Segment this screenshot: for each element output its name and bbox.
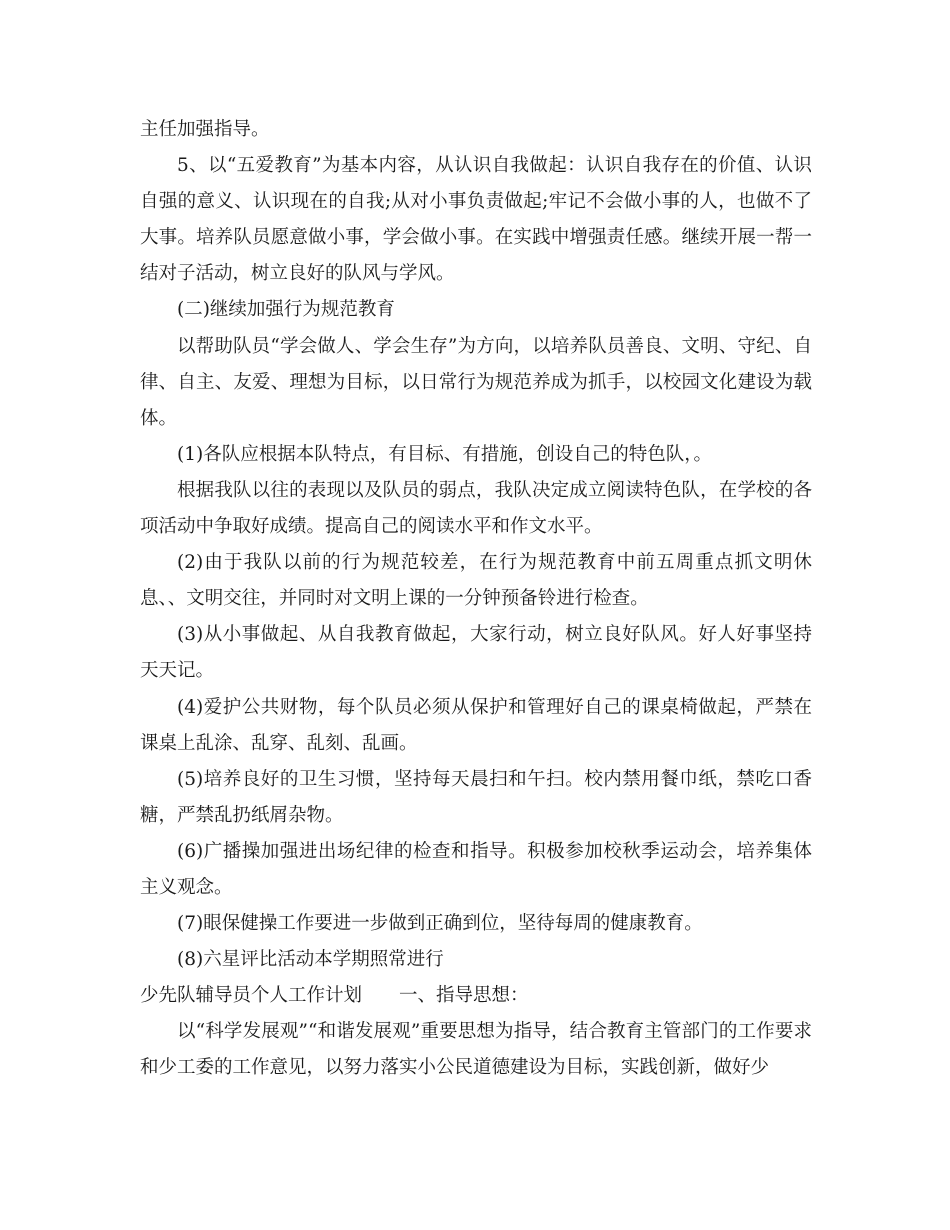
list-item-3: (3)从小事做起、从自我教育做起，大家行动，树立良好队风。好人好事坚持天天记。: [140, 624, 812, 682]
list-item-2: (2)由于我队以前的行为规范较差，在行为规范教育中前五周重点抓文明休息、、文明交往，并同时对文明上课的一分钟预备铃进行检查。: [140, 552, 812, 610]
paragraph-2: 5、以“五爱教育”为基本内容，从认识自我做起：认识自我存在的价值、认识自强的意义、认识现在的自我;从对小事负责做起;牢记不会做小事的人，也做不了大事。培养队员愿意做小事，学会做小事。在实践中增强责任感。继续开展一帮一结对子活动，树立良好的队风与学风。: [140, 155, 812, 285]
paragraph-3: 以帮助队员“学会做人、学会生存”为方向，以培养队员善良、文明、守纪、自律、自主、友爱、理想为目标，以日常行为规范养成为抓手，以校园文化建设为载体。: [140, 335, 812, 429]
document-title-line: 少先队辅导员个人工作计划 一、指导思想：: [140, 985, 529, 1007]
paragraph-1: 主任加强指导。: [140, 119, 270, 140]
list-item-1: (1)各队应根据本队特点，有目标、有措施，创设自己的特色队，。: [177, 443, 712, 465]
list-item-8: (8)六星评比活动本学期照常进行: [177, 949, 444, 971]
paragraph-4: 根据我队以往的表现以及队员的弱点，我队决定成立阅读特色队，在学校的各项活动中争取好成绩。提高自己的阅读水平和作文水平。: [140, 479, 812, 538]
list-item-4: (4)爱护公共财物，每个队员必须从保护和管理好自己的课桌椅做起，严禁在课桌上乱涂、乱穿、乱刻、乱画。: [140, 696, 812, 754]
document-body: [140, 112, 812, 1087]
section-heading-behavior: (二)继续加强行为规范教育: [177, 299, 395, 321]
list-item-6: (6)广播操加强进出场纪律的检查和指导。积极参加校秋季运动会，培养集体主义观念。: [140, 840, 812, 898]
paragraph-5: 以“科学发展观”“和谐发展观”重要思想为指导，结合教育主管部门的工作要求和少工委的工作意见，以努力落实小公民道德建设为目标，实践创新，做好少: [140, 1021, 812, 1079]
list-item-5: (5)培养良好的卫生习惯，坚持每天晨扫和午扫。校内禁用餐巾纸，禁吃口香糖，严禁乱扔纸屑杂物。: [140, 768, 812, 826]
list-item-7: (7)眼保健操工作要进一步做到正确到位，坚待每周的健康教育。: [177, 913, 703, 935]
